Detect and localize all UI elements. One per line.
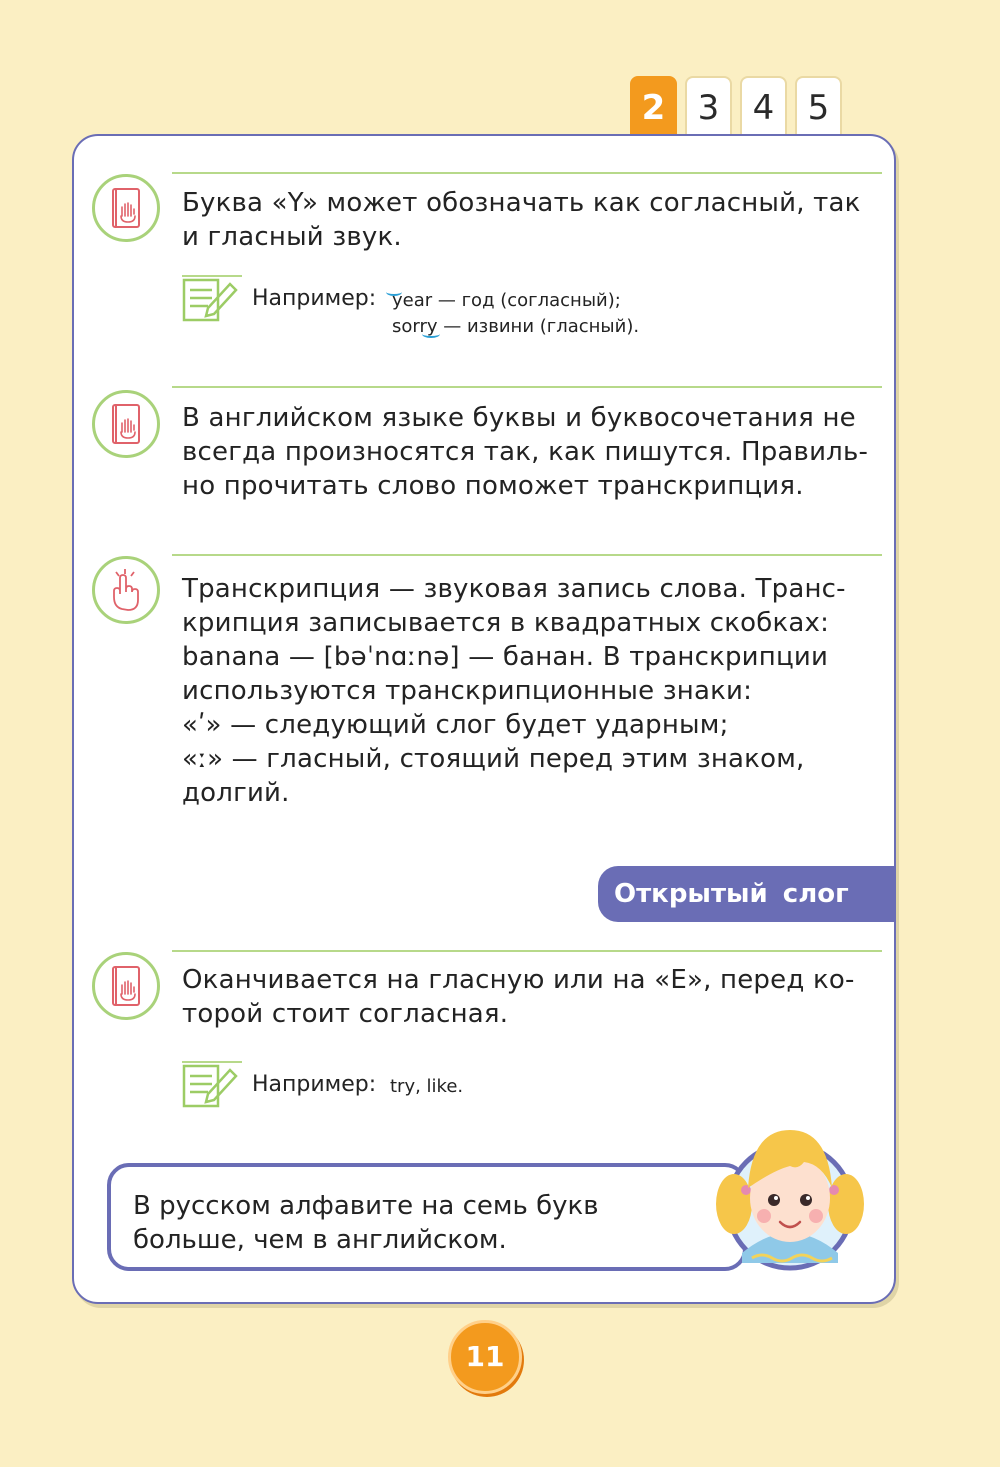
pointing-finger-icon [92,556,160,624]
rule-3-text [182,572,882,810]
example-line: try, like. [390,1076,464,1097]
underline-mark [386,288,402,296]
text-line: Транскрипция — звуковая запись слова. Транс- [182,574,846,604]
notepad-pencil-icon [182,274,242,330]
tab-3[interactable]: 3 [685,76,732,134]
text-line: Буква «Y» может обозначать как согласный, так [182,188,861,218]
text-line: «ʹ» — следующий слог будет ударным; [182,710,729,740]
rule-4-text [182,963,882,1031]
text-line: используются транскрипционные знаки: [182,676,753,706]
fact-callout [107,1163,747,1271]
text-line: но прочитать слово поможет транскрипция. [182,471,804,501]
tab-4[interactable]: 4 [740,76,787,134]
section-header: Открытый слог [598,866,896,922]
text-line: В английском языке буквы и буквосочетания не [182,403,856,433]
example-label: Например: [252,286,377,311]
divider [172,386,882,388]
text-line: Оканчивается на гласную или на «E», перед ко- [182,965,855,995]
text-line: всегда произносятся так, как пишутся. Правиль- [182,437,869,467]
text-line: и гласный звук. [182,222,402,252]
rule-1-text [182,186,882,254]
example-block [182,1060,582,1120]
divider [172,172,882,174]
text-line: больше, чем в английском. [133,1225,507,1255]
underline-mark [422,330,440,338]
hand-book-icon [92,952,160,1020]
text-line: торой стоит согласная. [182,999,509,1029]
hand-book-icon [92,390,160,458]
divider [172,554,882,556]
text-line: долгий. [182,778,290,808]
page-number: 11 [448,1320,522,1394]
divider [172,950,882,952]
example-block [182,274,640,344]
tab-5[interactable]: 5 [795,76,842,134]
text-line: «ː» — гласный, стоящий перед этим знаком, [182,744,805,774]
chapter-tabs [630,76,842,134]
example-label: Например: [252,1072,377,1097]
tab-2[interactable]: 2 [630,76,677,134]
notepad-pencil-icon [182,1060,242,1116]
hand-book-icon [92,174,160,242]
example-line: year — год (согласный); [392,290,621,311]
text-line: banana — [bəˈnɑːnə] — банан. В транскрипции [182,642,829,672]
example-line: sorry — извини (гласный). [392,316,640,337]
callout-text [133,1189,683,1257]
text-line: В русском алфавите на семь букв [133,1191,599,1221]
girl-illustration [712,1118,868,1282]
rule-2-text [182,401,882,503]
text-line: крипция записывается в квадратных скобках: [182,608,830,638]
